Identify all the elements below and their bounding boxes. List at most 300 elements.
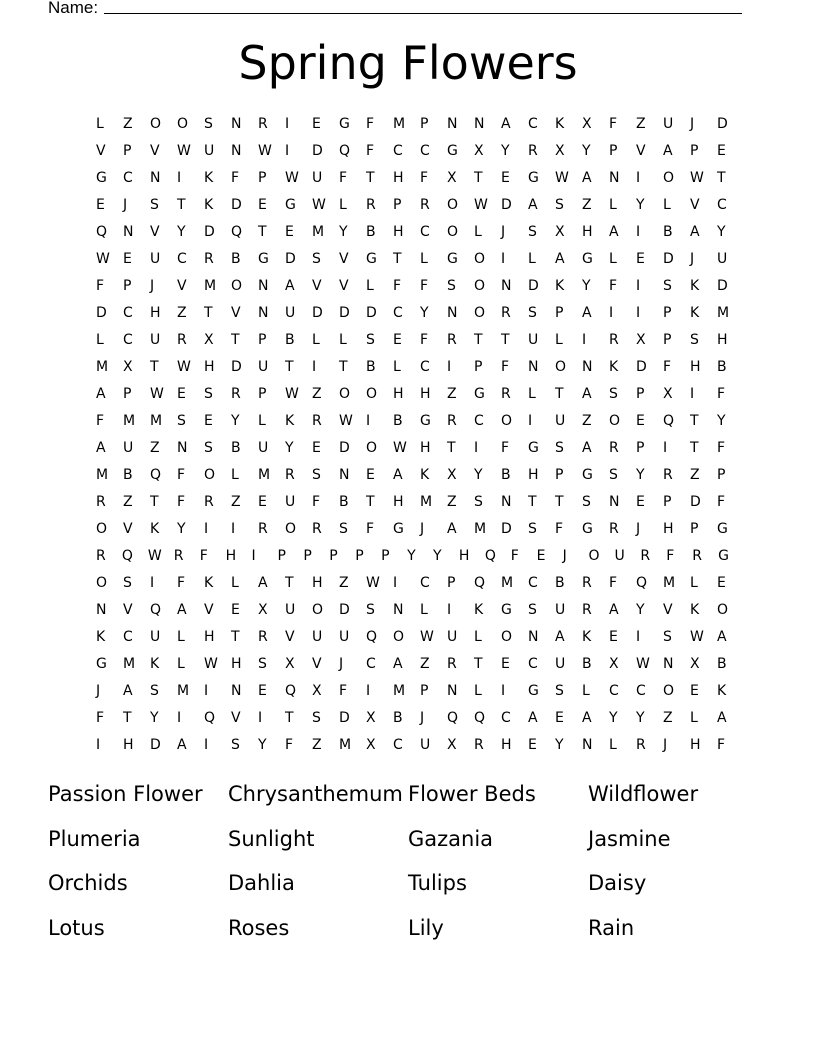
grid-letter[interactable]: F — [393, 278, 402, 294]
grid-letter[interactable]: X — [204, 332, 215, 348]
grid-letter[interactable]: P — [420, 116, 429, 132]
grid-letter[interactable]: B — [285, 332, 296, 348]
grid-letter[interactable]: Z — [582, 413, 593, 429]
grid-letter[interactable]: S — [528, 602, 538, 618]
grid-letter[interactable]: E — [312, 440, 322, 456]
grid-letter[interactable]: L — [609, 737, 618, 753]
grid-letter[interactable]: F — [717, 386, 726, 402]
grid-letter[interactable]: S — [231, 737, 241, 753]
grid-letter[interactable]: Y — [636, 602, 646, 618]
grid-letter[interactable]: T — [339, 359, 349, 375]
grid-letter[interactable]: H — [420, 386, 432, 402]
grid-letter[interactable]: F — [663, 359, 672, 375]
grid-letter[interactable]: W — [177, 359, 192, 375]
grid-letter[interactable]: E — [258, 197, 268, 213]
grid-letter[interactable]: C — [123, 629, 134, 645]
grid-letter[interactable]: R — [285, 467, 296, 483]
grid-letter[interactable]: A — [96, 386, 107, 402]
grid-letter[interactable]: U — [150, 629, 161, 645]
grid-letter[interactable]: A — [555, 251, 566, 267]
grid-letter[interactable]: K — [150, 521, 160, 537]
grid-letter[interactable]: Y — [582, 143, 592, 159]
grid-letter[interactable]: Q — [150, 467, 162, 483]
grid-letter[interactable]: G — [339, 116, 351, 132]
grid-letter[interactable]: O — [204, 467, 216, 483]
grid-letter[interactable]: R — [692, 548, 703, 564]
grid-letter[interactable]: E — [501, 170, 511, 186]
grid-letter[interactable]: F — [231, 170, 240, 186]
grid-letter[interactable]: Y — [555, 737, 565, 753]
grid-letter[interactable]: U — [150, 332, 161, 348]
grid-letter[interactable]: R — [312, 413, 323, 429]
grid-letter[interactable]: V — [663, 602, 674, 618]
grid-letter[interactable]: Q — [121, 548, 134, 564]
grid-letter[interactable]: I — [204, 683, 209, 699]
grid-letter[interactable]: U — [555, 413, 566, 429]
grid-letter[interactable]: S — [204, 440, 214, 456]
grid-letter[interactable]: L — [312, 332, 321, 348]
grid-letter[interactable]: E — [312, 116, 322, 132]
grid-letter[interactable]: R — [258, 521, 269, 537]
grid-letter[interactable]: O — [447, 224, 459, 240]
grid-letter[interactable]: G — [96, 170, 108, 186]
grid-letter[interactable]: C — [420, 575, 431, 591]
grid-letter[interactable]: F — [420, 332, 429, 348]
grid-letter[interactable]: R — [312, 521, 323, 537]
grid-letter[interactable]: I — [312, 359, 317, 375]
grid-letter[interactable]: O — [231, 278, 243, 294]
grid-letter[interactable]: V — [150, 143, 161, 159]
grid-letter[interactable]: O — [717, 602, 729, 618]
grid-letter[interactable]: K — [555, 116, 565, 132]
grid-letter[interactable]: X — [258, 602, 269, 618]
grid-letter[interactable]: O — [663, 683, 675, 699]
grid-letter[interactable]: T — [123, 710, 133, 726]
grid-letter[interactable]: D — [231, 359, 243, 375]
grid-letter[interactable]: B — [231, 251, 242, 267]
grid-letter[interactable]: N — [447, 305, 458, 321]
grid-letter[interactable]: C — [123, 305, 134, 321]
grid-letter[interactable]: A — [582, 440, 593, 456]
grid-letter[interactable]: P — [329, 548, 339, 564]
grid-letter[interactable]: L — [339, 332, 348, 348]
grid-letter[interactable]: B — [366, 359, 377, 375]
grid-letter[interactable]: D — [150, 737, 162, 753]
grid-letter[interactable]: P — [663, 305, 672, 321]
grid-letter[interactable]: T — [150, 359, 160, 375]
grid-letter[interactable]: A — [609, 224, 620, 240]
grid-letter[interactable]: B — [501, 467, 512, 483]
grid-letter[interactable]: A — [393, 467, 404, 483]
grid-letter[interactable]: Q — [484, 548, 497, 564]
grid-letter[interactable]: B — [366, 224, 377, 240]
grid-letter[interactable]: E — [555, 710, 565, 726]
grid-letter[interactable]: H — [690, 359, 702, 375]
grid-letter[interactable]: M — [663, 575, 676, 591]
grid-letter[interactable]: I — [177, 170, 182, 186]
grid-letter[interactable]: S — [663, 629, 673, 645]
grid-letter[interactable]: B — [393, 710, 404, 726]
grid-letter[interactable]: B — [339, 494, 350, 510]
grid-letter[interactable]: Z — [690, 467, 701, 483]
grid-letter[interactable]: T — [285, 359, 295, 375]
grid-letter[interactable]: H — [663, 521, 675, 537]
grid-letter[interactable]: T — [366, 494, 376, 510]
grid-letter[interactable]: H — [204, 359, 216, 375]
grid-letter[interactable]: Q — [474, 710, 486, 726]
grid-letter[interactable]: M — [96, 359, 109, 375]
grid-letter[interactable]: H — [582, 224, 594, 240]
grid-letter[interactable]: N — [150, 170, 161, 186]
grid-letter[interactable]: O — [312, 602, 324, 618]
grid-letter[interactable]: L — [555, 332, 564, 348]
grid-letter[interactable]: T — [177, 197, 187, 213]
grid-letter[interactable]: W — [147, 548, 163, 564]
grid-letter[interactable]: U — [258, 359, 269, 375]
grid-letter[interactable]: F — [312, 494, 321, 510]
grid-letter[interactable]: H — [420, 440, 432, 456]
grid-letter[interactable]: A — [528, 197, 539, 213]
grid-letter[interactable]: W — [339, 413, 354, 429]
grid-letter[interactable]: U — [285, 494, 296, 510]
grid-letter[interactable]: Q — [285, 683, 297, 699]
grid-letter[interactable]: T — [285, 710, 295, 726]
grid-letter[interactable]: F — [666, 548, 675, 564]
grid-letter[interactable]: U — [285, 602, 296, 618]
grid-letter[interactable]: F — [555, 521, 564, 537]
grid-letter[interactable]: Y — [501, 143, 511, 159]
grid-letter[interactable]: Z — [447, 494, 458, 510]
grid-letter[interactable]: N — [258, 305, 269, 321]
grid-letter[interactable]: E — [528, 737, 538, 753]
grid-letter[interactable]: N — [528, 359, 539, 375]
grid-letter[interactable]: C — [528, 116, 539, 132]
grid-letter[interactable]: P — [636, 386, 645, 402]
grid-letter[interactable]: A — [285, 278, 296, 294]
grid-letter[interactable]: R — [609, 332, 620, 348]
grid-letter[interactable]: E — [123, 251, 133, 267]
grid-letter[interactable]: E — [366, 467, 376, 483]
grid-letter[interactable]: F — [96, 278, 105, 294]
grid-letter[interactable]: X — [366, 710, 377, 726]
grid-letter[interactable]: D — [312, 305, 324, 321]
grid-letter[interactable]: N — [501, 494, 512, 510]
grid-letter[interactable]: O — [474, 278, 486, 294]
grid-letter[interactable]: H — [225, 548, 237, 564]
grid-letter[interactable]: F — [501, 440, 510, 456]
grid-letter[interactable]: N — [474, 116, 485, 132]
grid-letter[interactable]: N — [231, 116, 242, 132]
grid-letter[interactable]: G — [447, 251, 459, 267]
grid-letter[interactable]: J — [420, 521, 425, 537]
grid-letter[interactable]: G — [258, 251, 270, 267]
grid-letter[interactable]: E — [636, 413, 646, 429]
grid-letter[interactable]: S — [123, 575, 133, 591]
grid-letter[interactable]: Y — [258, 737, 268, 753]
grid-letter[interactable]: W — [204, 656, 219, 672]
grid-letter[interactable]: G — [528, 170, 540, 186]
grid-letter[interactable]: T — [474, 170, 484, 186]
grid-letter[interactable]: X — [609, 656, 620, 672]
grid-letter[interactable]: N — [177, 440, 188, 456]
grid-letter[interactable]: P — [663, 494, 672, 510]
grid-letter[interactable]: C — [420, 143, 431, 159]
grid-letter[interactable]: T — [204, 305, 214, 321]
grid-letter[interactable]: Y — [407, 548, 417, 564]
grid-letter[interactable]: U — [420, 737, 431, 753]
grid-letter[interactable]: Q — [663, 413, 675, 429]
grid-letter[interactable]: B — [393, 413, 404, 429]
grid-letter[interactable]: S — [555, 440, 565, 456]
grid-letter[interactable]: C — [393, 737, 404, 753]
grid-letter[interactable]: F — [609, 575, 618, 591]
grid-letter[interactable]: Z — [177, 305, 188, 321]
grid-letter[interactable]: C — [474, 413, 485, 429]
grid-letter[interactable]: Q — [474, 575, 486, 591]
grid-letter[interactable]: X — [582, 116, 593, 132]
grid-letter[interactable]: I — [636, 305, 641, 321]
grid-letter[interactable]: I — [285, 143, 290, 159]
grid-letter[interactable]: D — [636, 359, 648, 375]
grid-letter[interactable]: L — [609, 251, 618, 267]
grid-letter[interactable]: Q — [96, 224, 108, 240]
grid-letter[interactable]: D — [501, 197, 513, 213]
grid-letter[interactable]: O — [96, 521, 108, 537]
grid-letter[interactable]: W — [258, 143, 273, 159]
grid-letter[interactable]: C — [123, 170, 134, 186]
grid-letter[interactable]: E — [258, 494, 268, 510]
grid-letter[interactable]: I — [582, 332, 587, 348]
grid-letter[interactable]: K — [690, 305, 700, 321]
grid-letter[interactable]: L — [258, 413, 267, 429]
grid-letter[interactable]: Y — [420, 305, 430, 321]
grid-letter[interactable]: L — [690, 710, 699, 726]
grid-letter[interactable]: Y — [636, 467, 646, 483]
grid-letter[interactable]: L — [339, 197, 348, 213]
grid-letter[interactable]: M — [177, 683, 190, 699]
grid-letter[interactable]: T — [690, 413, 700, 429]
grid-letter[interactable]: P — [717, 467, 726, 483]
grid-letter[interactable]: K — [204, 575, 214, 591]
grid-letter[interactable]: I — [231, 521, 236, 537]
grid-letter[interactable]: V — [231, 305, 242, 321]
grid-letter[interactable]: D — [501, 521, 513, 537]
grid-letter[interactable]: U — [339, 629, 350, 645]
grid-letter[interactable]: R — [96, 548, 107, 564]
grid-letter[interactable]: D — [339, 305, 351, 321]
grid-letter[interactable]: S — [312, 467, 322, 483]
grid-letter[interactable]: I — [447, 602, 452, 618]
grid-letter[interactable]: T — [690, 440, 700, 456]
grid-letter[interactable]: H — [393, 494, 405, 510]
grid-letter[interactable]: E — [258, 683, 268, 699]
grid-letter[interactable]: X — [555, 224, 566, 240]
grid-letter[interactable]: H — [123, 737, 135, 753]
grid-letter[interactable]: C — [501, 710, 512, 726]
grid-letter[interactable]: C — [528, 575, 539, 591]
grid-letter[interactable]: R — [609, 521, 620, 537]
grid-letter[interactable]: C — [717, 197, 728, 213]
grid-letter[interactable]: S — [150, 683, 160, 699]
grid-letter[interactable]: C — [393, 143, 404, 159]
grid-letter[interactable]: G — [501, 602, 513, 618]
grid-letter[interactable]: B — [123, 467, 134, 483]
grid-letter[interactable]: U — [614, 548, 626, 564]
grid-letter[interactable]: Y — [474, 467, 484, 483]
grid-letter[interactable]: T — [474, 656, 484, 672]
grid-letter[interactable]: U — [312, 170, 323, 186]
grid-letter[interactable]: P — [258, 332, 267, 348]
grid-letter[interactable]: Z — [231, 494, 242, 510]
grid-letter[interactable]: R — [258, 629, 269, 645]
grid-letter[interactable]: S — [555, 683, 565, 699]
grid-letter[interactable]: N — [393, 602, 404, 618]
grid-letter[interactable]: R — [474, 737, 485, 753]
grid-letter[interactable]: R — [447, 332, 458, 348]
grid-letter[interactable]: I — [690, 386, 695, 402]
grid-letter[interactable]: D — [717, 278, 729, 294]
grid-letter[interactable]: Z — [312, 737, 323, 753]
grid-letter[interactable]: U — [447, 629, 458, 645]
grid-letter[interactable]: Z — [636, 116, 647, 132]
grid-letter[interactable]: M — [123, 656, 136, 672]
grid-letter[interactable]: D — [528, 278, 540, 294]
grid-letter[interactable]: A — [609, 602, 620, 618]
grid-letter[interactable]: K — [690, 278, 700, 294]
grid-letter[interactable]: O — [366, 386, 378, 402]
grid-letter[interactable]: Z — [123, 494, 134, 510]
grid-letter[interactable]: P — [381, 548, 391, 564]
grid-letter[interactable]: L — [528, 386, 537, 402]
grid-letter[interactable]: Y — [177, 521, 187, 537]
grid-letter[interactable]: B — [231, 440, 242, 456]
grid-letter[interactable]: C — [123, 332, 134, 348]
grid-letter[interactable]: G — [582, 467, 594, 483]
grid-letter[interactable]: K — [582, 629, 592, 645]
grid-letter[interactable]: F — [96, 413, 105, 429]
grid-letter[interactable]: X — [366, 737, 377, 753]
grid-letter[interactable]: Z — [663, 710, 674, 726]
grid-letter[interactable]: R — [173, 548, 184, 564]
grid-letter[interactable]: Y — [609, 710, 619, 726]
grid-letter[interactable]: P — [355, 548, 365, 564]
grid-letter[interactable]: N — [258, 278, 269, 294]
grid-letter[interactable]: A — [582, 386, 593, 402]
grid-letter[interactable]: I — [528, 413, 533, 429]
grid-letter[interactable]: J — [420, 710, 425, 726]
grid-letter[interactable]: S — [312, 251, 322, 267]
grid-letter[interactable]: F — [420, 170, 429, 186]
grid-letter[interactable]: O — [588, 548, 601, 564]
grid-letter[interactable]: R — [204, 251, 215, 267]
grid-letter[interactable]: G — [366, 251, 378, 267]
grid-letter[interactable]: O — [177, 116, 189, 132]
grid-letter[interactable]: O — [150, 116, 162, 132]
grid-letter[interactable]: X — [474, 143, 485, 159]
grid-letter[interactable]: P — [303, 548, 313, 564]
grid-letter[interactable]: P — [609, 143, 618, 159]
grid-letter[interactable]: N — [339, 467, 350, 483]
grid-letter[interactable]: M — [393, 683, 406, 699]
grid-letter[interactable]: L — [366, 278, 375, 294]
grid-letter[interactable]: P — [123, 143, 132, 159]
grid-letter[interactable]: W — [420, 629, 435, 645]
grid-letter[interactable]: H — [690, 737, 702, 753]
grid-letter[interactable]: I — [366, 683, 371, 699]
grid-letter[interactable]: X — [447, 170, 458, 186]
grid-letter[interactable]: P — [420, 683, 429, 699]
grid-letter[interactable]: B — [582, 656, 593, 672]
grid-letter[interactable]: F — [285, 737, 294, 753]
grid-letter[interactable]: K — [204, 197, 214, 213]
grid-letter[interactable]: G — [474, 386, 486, 402]
grid-letter[interactable]: P — [663, 332, 672, 348]
grid-letter[interactable]: P — [636, 440, 645, 456]
grid-letter[interactable]: I — [258, 710, 263, 726]
grid-letter[interactable]: O — [366, 440, 378, 456]
grid-letter[interactable]: A — [582, 305, 593, 321]
grid-letter[interactable]: I — [285, 116, 290, 132]
grid-letter[interactable]: T — [231, 629, 241, 645]
grid-letter[interactable]: P — [277, 548, 287, 564]
grid-letter[interactable]: G — [420, 413, 432, 429]
grid-letter[interactable]: F — [717, 737, 726, 753]
grid-letter[interactable]: S — [366, 602, 376, 618]
grid-letter[interactable]: W — [312, 197, 327, 213]
grid-letter[interactable]: V — [96, 143, 107, 159]
grid-letter[interactable]: C — [420, 224, 431, 240]
grid-letter[interactable]: R — [366, 197, 377, 213]
grid-letter[interactable]: D — [339, 602, 351, 618]
grid-letter[interactable]: G — [717, 521, 729, 537]
grid-letter[interactable]: W — [555, 170, 570, 186]
grid-letter[interactable]: W — [636, 656, 651, 672]
grid-letter[interactable]: X — [447, 467, 458, 483]
grid-letter[interactable]: U — [663, 116, 674, 132]
grid-letter[interactable]: H — [312, 575, 324, 591]
grid-letter[interactable]: W — [474, 197, 489, 213]
grid-letter[interactable]: G — [528, 683, 540, 699]
grid-letter[interactable]: R — [177, 332, 188, 348]
grid-letter[interactable]: I — [96, 737, 101, 753]
grid-letter[interactable]: U — [312, 629, 323, 645]
grid-letter[interactable]: U — [528, 332, 539, 348]
grid-letter[interactable]: S — [447, 278, 457, 294]
grid-letter[interactable]: U — [555, 602, 566, 618]
grid-letter[interactable]: M — [96, 467, 109, 483]
grid-letter[interactable]: N — [231, 143, 242, 159]
grid-letter[interactable]: V — [177, 278, 188, 294]
grid-letter[interactable]: V — [636, 143, 647, 159]
grid-letter[interactable]: E — [204, 413, 214, 429]
grid-letter[interactable]: L — [177, 656, 186, 672]
grid-letter[interactable]: J — [96, 683, 101, 699]
grid-letter[interactable]: O — [663, 170, 675, 186]
grid-letter[interactable]: L — [690, 575, 699, 591]
grid-letter[interactable]: L — [420, 602, 429, 618]
grid-letter[interactable]: S — [609, 386, 619, 402]
grid-letter[interactable]: I — [609, 305, 614, 321]
grid-letter[interactable]: W — [285, 170, 300, 186]
grid-letter[interactable]: K — [204, 170, 214, 186]
grid-letter[interactable]: Q — [339, 143, 351, 159]
grid-letter[interactable]: W — [690, 170, 705, 186]
grid-letter[interactable]: S — [177, 413, 187, 429]
grid-letter[interactable]: F — [609, 278, 618, 294]
grid-letter[interactable]: X — [636, 332, 647, 348]
grid-letter[interactable]: H — [528, 467, 540, 483]
grid-letter[interactable]: O — [555, 359, 567, 375]
